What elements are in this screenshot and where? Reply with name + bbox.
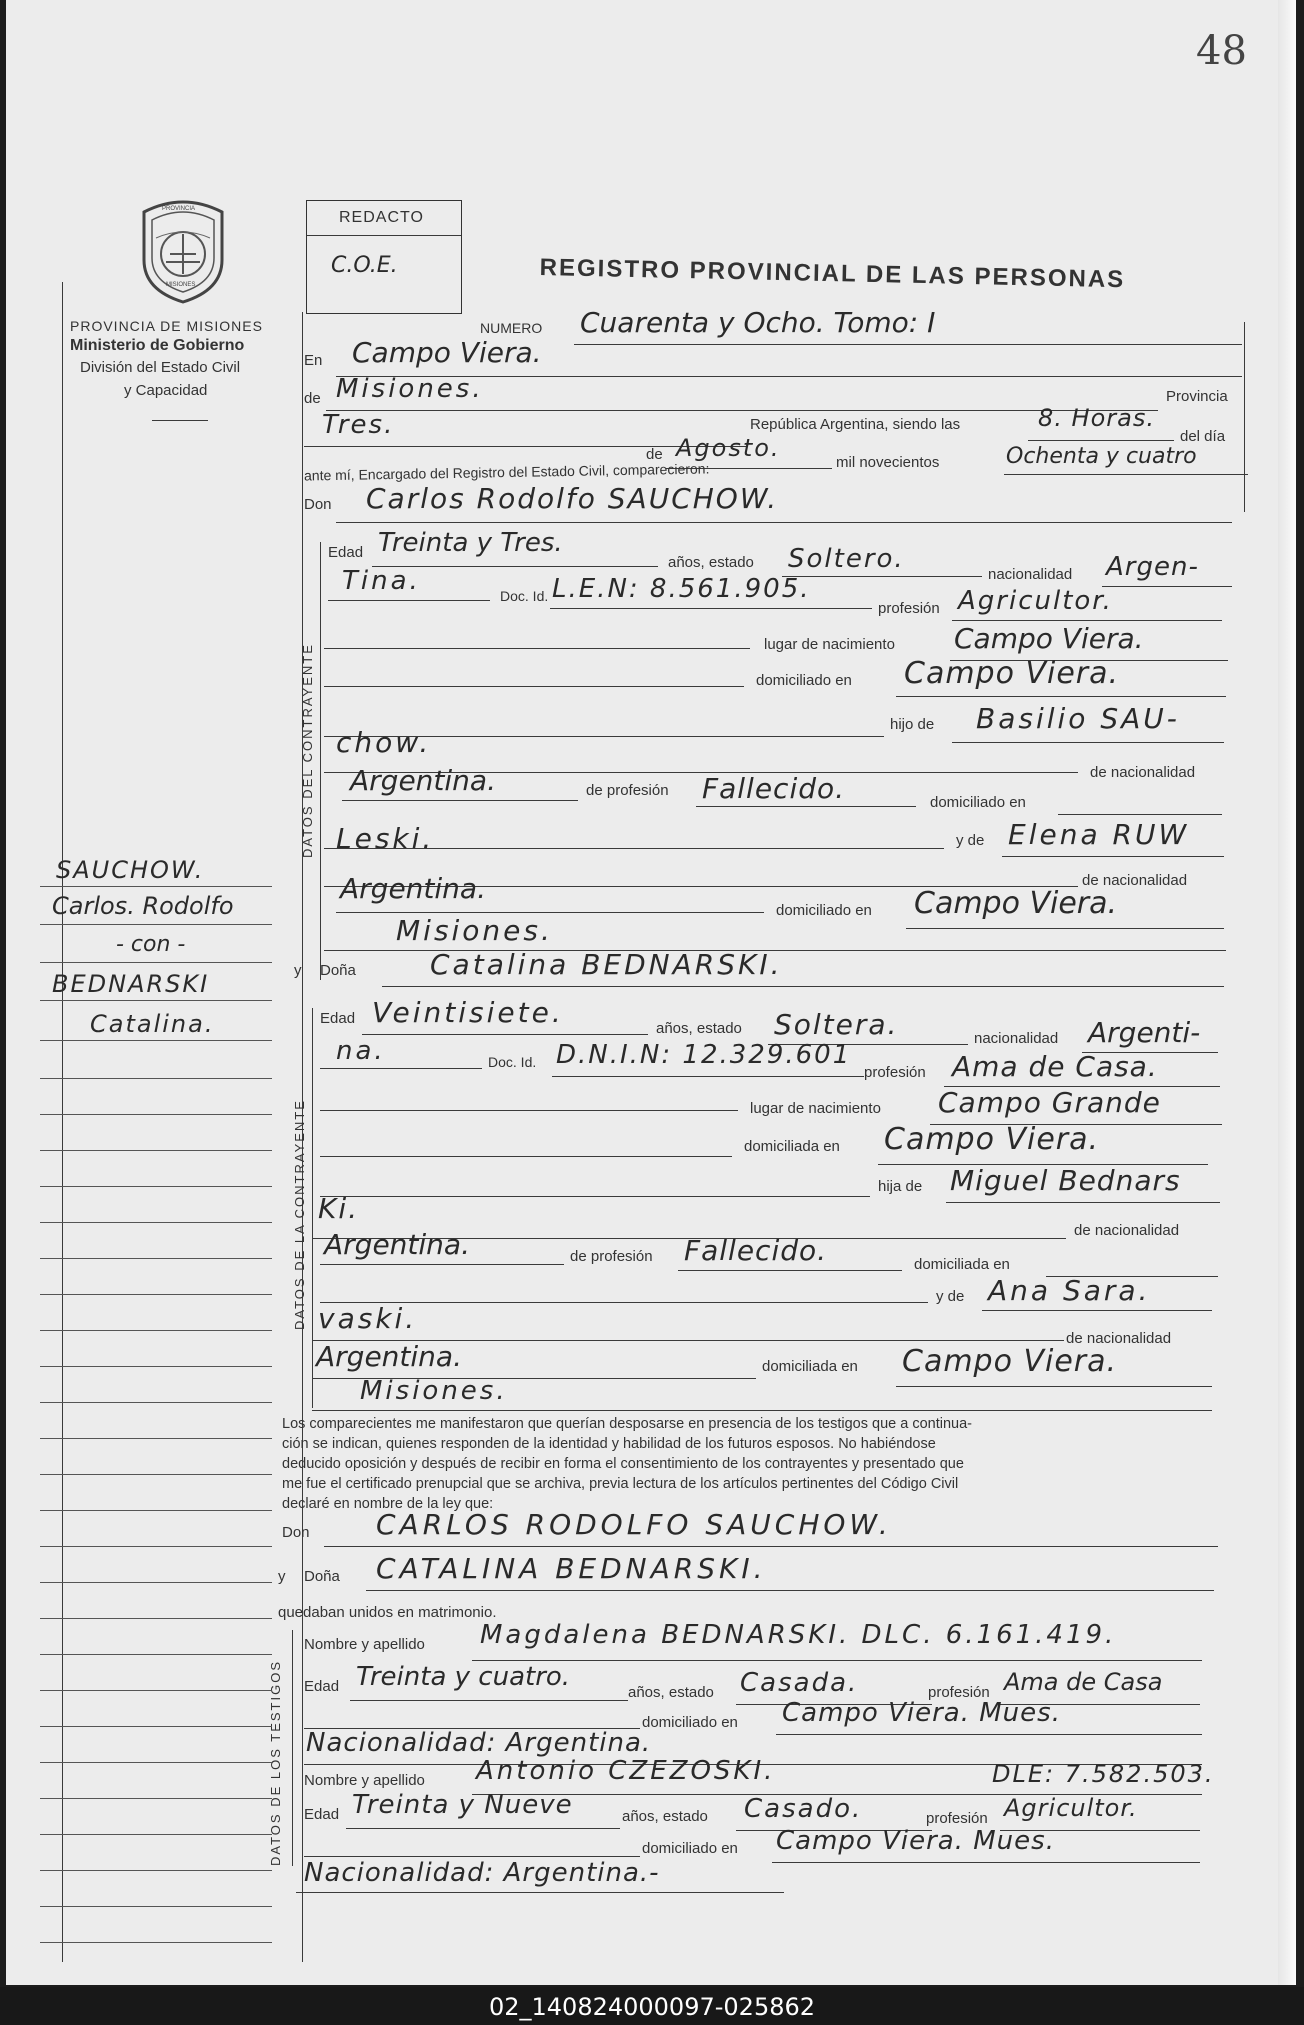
c-prof-line: [952, 620, 1222, 621]
decl-don-value: CARLOS RODOLFO SAUCHOW.: [376, 1508, 892, 1541]
t1-estado-value: Casada.: [740, 1668, 859, 1698]
c-padre-prof-label: de profesión: [586, 782, 669, 799]
t1-dom-line: [776, 1734, 1202, 1735]
f-lugar-line-a: [320, 1110, 738, 1111]
f-padre-value-2: Ki.: [318, 1192, 360, 1225]
c-madre-dom-value-2: Misiones.: [396, 914, 553, 947]
f-last-line: [312, 1410, 1212, 1411]
margin-note-line-5: Catalina.: [90, 1010, 215, 1038]
margin-rule: [40, 1510, 272, 1511]
en-value: Campo Viera.: [352, 336, 542, 369]
c-lugar-label: lugar de nacimiento: [764, 636, 895, 653]
seal-text-top: PROVINCIA: [162, 206, 196, 212]
c-anios-label: años, estado: [668, 554, 754, 571]
margin-rule: [40, 1726, 272, 1727]
header-rule: [152, 420, 208, 421]
f-doc-value: D.N.I.N: 12.329.601: [556, 1040, 852, 1070]
t2-edad-line: [346, 1828, 620, 1829]
mil-label: mil novecientos: [836, 454, 940, 471]
scan-id: 02_140824000097-025862: [488, 1993, 816, 2021]
c-edad-label: Edad: [328, 544, 364, 561]
f-hija-line-a: [320, 1196, 870, 1197]
t2-nac-line: [296, 1892, 784, 1893]
c-lugar-value: Campo Viera.: [954, 622, 1144, 655]
ante-label: ante mí, Encargado del Registro del Estado Civil, comparecieron:: [303, 460, 710, 484]
f-madre-nac-label: de nacionalidad: [1066, 1330, 1172, 1347]
republica-label: República Argentina, siendo las: [750, 416, 961, 433]
dona-label: Doña: [320, 962, 356, 979]
t1-prof-value: Ama de Casa: [1004, 1668, 1163, 1696]
decl-y-label: y: [278, 1568, 286, 1585]
f-madre-dom-value-2: Misiones.: [360, 1376, 508, 1406]
c-dom-line: [896, 696, 1226, 697]
document-title: REGISTRO PROVINCIAL DE LAS PERSONAS: [539, 254, 1126, 294]
don-value: Carlos Rodolfo SAUCHOW.: [366, 482, 779, 515]
right-frame-line: [1244, 322, 1245, 512]
f-dom-value: Campo Viera.: [884, 1122, 1100, 1157]
c-madre-nac-line: [336, 912, 764, 913]
c-lugar-line-a: [324, 648, 750, 649]
de-mes-label: de: [646, 446, 663, 463]
f-madre-line: [982, 1310, 1212, 1311]
contrayente-side-label: DATOS DEL CONTRAYENTE: [300, 643, 315, 858]
c-padre-prof-value: Fallecido.: [702, 772, 846, 805]
document-page: [6, 0, 1296, 1985]
c-padre-nac-label: de nacionalidad: [1090, 764, 1196, 781]
f-edad-line: [362, 1034, 648, 1035]
margin-rule: [40, 1618, 272, 1619]
dona-line: [382, 986, 1224, 987]
f-padre-nac-value: Argentina.: [324, 1228, 470, 1261]
margin-rule: [40, 1402, 272, 1403]
f-madre-dom-value-1: Campo Viera.: [902, 1344, 1118, 1379]
f-nac2-line: [320, 1068, 482, 1069]
declaration-line-3: deducido oposición y después de recibir en forma el consentimiento de los contrayentes y presentado que: [282, 1456, 964, 1472]
don-line: [336, 522, 1232, 523]
f-padre-line: [946, 1202, 1220, 1203]
margin-rule-1: [40, 886, 272, 887]
c-dom-value: Campo Viera.: [904, 656, 1120, 691]
t2-dom-value: Campo Viera. Mues.: [776, 1826, 1055, 1856]
margin-rule: [40, 1654, 272, 1655]
c-madre-nac-value: Argentina.: [340, 872, 486, 905]
f-madre-value-1: Ana Sara.: [988, 1274, 1151, 1307]
c-padre-nac-value: Argentina.: [350, 764, 496, 797]
f-y-de-label: y de: [936, 1288, 965, 1305]
f-hija-label: hija de: [878, 1178, 923, 1195]
province-name: PROVINCIA DE MISIONES: [70, 318, 263, 334]
contrayente-f-side-label: DATOS DE LA CONTRAYENTE: [292, 1099, 307, 1330]
seal-text-bottom: MISIONES: [166, 282, 196, 288]
c-estado-value: Soltero.: [788, 544, 905, 574]
de-label: de: [304, 390, 321, 407]
margin-rule: [40, 1906, 272, 1907]
c-prof-label: profesión: [878, 600, 940, 617]
c-hijo-label: hijo de: [890, 716, 935, 733]
f-padre-value-1: Miguel Bednars: [950, 1164, 1181, 1197]
c-padre-value-2: chow.: [336, 726, 432, 759]
c-madre-value-2: Leski.: [336, 822, 435, 855]
margin-rule: [40, 1762, 272, 1763]
f-padre-nac-line: [320, 1264, 564, 1265]
mes-value: Agosto.: [676, 434, 781, 462]
margin-rule: [40, 1294, 272, 1295]
t1-dom-label: domiciliado en: [642, 1714, 738, 1731]
margin-rule: [40, 1690, 272, 1691]
c-dom-label: domiciliado en: [756, 672, 852, 689]
c-prof-value: Agricultor.: [958, 586, 1113, 616]
f-padre-prof-label: de profesión: [570, 1248, 653, 1265]
c-padre-dom-line: [1058, 814, 1222, 815]
t1-edad-label: Edad: [304, 1678, 340, 1695]
c-nac-line: [1102, 586, 1232, 587]
declaration-line-4: me fue el certificado prenupcial que se archiva, previa lectura de los artículos pertinentes del Código Civil: [282, 1476, 959, 1492]
f-nac-value-1: Argenti-: [1088, 1016, 1201, 1049]
c-padre-dom-label: domiciliado en: [930, 794, 1026, 811]
t1-nombre-value: Magdalena BEDNARSKI. DLC. 6.161.419.: [480, 1620, 1117, 1650]
t2-doc-value: DLE: 7.582.503.: [992, 1760, 1215, 1788]
margin-note-line-1: SAUCHOW.: [56, 856, 205, 884]
c-padre-nac-line: [342, 800, 578, 801]
c-madre-dom-label: domiciliado en: [776, 902, 872, 919]
margin-note-line-4: BEDNARSKI: [52, 970, 210, 998]
f-anios-label: años, estado: [656, 1020, 742, 1037]
f-doc-label: Doc. Id.: [488, 1054, 537, 1070]
f-padre-nac-label: de nacionalidad: [1074, 1222, 1180, 1239]
decl-dona-value: CATALINA BEDNARSKI.: [376, 1552, 767, 1585]
f-lugar-value: Campo Grande: [938, 1086, 1161, 1119]
f-nac-label: nacionalidad: [974, 1030, 1059, 1047]
margin-rule: [40, 1870, 272, 1871]
t2-prof-value: Agricultor.: [1004, 1794, 1138, 1822]
redacto-label: REDACTO: [339, 209, 424, 226]
division-name-2: y Capacidad: [124, 382, 208, 399]
margin-rule-2: [40, 924, 272, 925]
t1-prof-label: profesión: [928, 1684, 990, 1701]
f-padre-prof-value: Fallecido.: [684, 1234, 828, 1267]
numero-value: Cuarenta y Ocho. Tomo: I: [580, 306, 936, 339]
f-padre-dom-label: domiciliada en: [914, 1256, 1010, 1273]
horas-value: 8. Horas.: [1038, 404, 1155, 432]
c-doc-line: [550, 608, 872, 609]
numero-line: [574, 344, 1242, 345]
declaration-line-2: ción se indican, quienes responden de la identidad y habilidad de los futuros esposos. No habiéndose: [282, 1436, 936, 1452]
declaration-line-1: Los comparecientes me manifestaron que querían desposarse en presencia de los testigos que a continua-: [282, 1416, 972, 1432]
redacto-initials: C.O.E.: [331, 253, 398, 278]
margin-rule: [40, 1942, 272, 1943]
anio-value: Ochenta y cuatro: [1006, 444, 1197, 469]
scan-footer: [0, 1987, 1304, 2025]
margin-rule-5: [40, 1040, 272, 1041]
provincia-label: Provincia: [1166, 388, 1228, 405]
margin-rule: [40, 1546, 272, 1547]
c-y-de-label: y de: [956, 832, 985, 849]
c-doc-label: Doc. Id.: [500, 588, 549, 604]
decl-don-line: [324, 1546, 1218, 1547]
declaration-line-5: declaré en nombre de la ley que:: [282, 1496, 494, 1512]
margin-rule: [40, 1258, 272, 1259]
t1-edad-line: [350, 1700, 628, 1701]
f-prof-value: Ama de Casa.: [952, 1050, 1158, 1083]
t1-dom-value: Campo Viera. Mues.: [782, 1698, 1061, 1728]
margin-rule: [40, 1222, 272, 1223]
c-madre-line: [1002, 856, 1224, 857]
c-estado-line: [782, 576, 982, 577]
margin-rule: [40, 1150, 272, 1151]
quedaban-text: quedaban unidos en matrimonio.: [278, 1604, 497, 1621]
t1-edad-value: Treinta y cuatro.: [356, 1662, 571, 1692]
f-dom-label: domiciliada en: [744, 1138, 840, 1155]
t2-nombre-label: Nombre y apellido: [304, 1772, 425, 1789]
testigos-bracket: [292, 1630, 293, 1866]
c-padre-prof-line: [696, 806, 916, 807]
t1-nombre-label: Nombre y apellido: [304, 1636, 425, 1653]
f-padre-prof-line: [678, 1270, 902, 1271]
de-value: Misiones.: [336, 374, 484, 404]
ministry-name: Ministerio de Gobierno: [70, 337, 245, 354]
f-madre-dom-label: domiciliada en: [762, 1358, 858, 1375]
f-lugar-label: lugar de nacimiento: [750, 1100, 881, 1117]
f-doc-line: [552, 1076, 864, 1077]
don-label: Don: [304, 496, 332, 513]
numero-label: NUMERO: [480, 320, 543, 336]
margin-note-line-2: Carlos. Rodolfo: [52, 892, 234, 920]
f-edad-label: Edad: [320, 1010, 356, 1027]
margin-rule: [40, 1114, 272, 1115]
c-nac-value-1: Argen-: [1106, 552, 1199, 582]
c-nac2-line: [328, 600, 490, 601]
decl-don-label: Don: [282, 1524, 310, 1541]
t1-nombre-line: [472, 1660, 1202, 1661]
margin-rule: [40, 1438, 272, 1439]
c-padre-value-1: Basilio SAU-: [976, 702, 1180, 735]
c-madre-dom-line: [906, 928, 1224, 929]
t2-nombre-value: Antonio CZEZOSKI.: [476, 1756, 776, 1786]
c-madre-line-a: [324, 848, 944, 849]
f-nac-value-2: na.: [336, 1036, 386, 1066]
c-madre-value-1: Elena RUW: [1008, 818, 1190, 851]
del-dia-label: del día: [1180, 428, 1226, 445]
t2-anios-label: años, estado: [622, 1808, 708, 1825]
margin-rule: [40, 1834, 272, 1835]
f-dom-line-a: [320, 1156, 732, 1157]
margin-rule: [40, 1366, 272, 1367]
margin-rule-3: [40, 962, 272, 963]
y-label: y: [294, 962, 302, 979]
margin-rule-4: [40, 1000, 272, 1001]
f-madre-dom-line: [896, 1386, 1212, 1387]
t2-estado-value: Casado.: [744, 1794, 863, 1824]
c-nac-label: nacionalidad: [988, 566, 1073, 583]
f-madre-nac-value: Argentina.: [316, 1340, 462, 1373]
decl-dona-line: [366, 1590, 1214, 1591]
page-number: 48: [1196, 28, 1247, 74]
decl-dona-label: Doña: [304, 1568, 340, 1585]
f-edad-value: Veintisiete.: [372, 996, 564, 1029]
contrayente-bracket: [320, 542, 321, 980]
t2-prof-label: profesión: [926, 1810, 988, 1827]
horas-line: [1028, 440, 1174, 441]
t1-anios-label: años, estado: [628, 1684, 714, 1701]
t2-edad-label: Edad: [304, 1806, 340, 1823]
margin-rule: [40, 1582, 272, 1583]
margin-rule: [40, 1078, 272, 1079]
redacto-box: [306, 200, 462, 314]
anio-line: [1004, 474, 1248, 475]
de-line: [326, 410, 1158, 411]
c-nac-value-2: Tina.: [342, 566, 421, 596]
left-frame-line: [62, 282, 63, 1962]
c-edad-value: Treinta y Tres.: [378, 528, 563, 558]
c-doc-value: L.E.N: 8.561.905.: [552, 574, 811, 604]
margin-rule: [40, 1330, 272, 1331]
t2-edad-value: Treinta y Nueve: [352, 1790, 573, 1820]
c-madre-nac-label: de nacionalidad: [1082, 872, 1188, 889]
margin-note-line-3: - con -: [116, 932, 186, 957]
en-label: En: [304, 352, 323, 369]
margin-rule: [40, 1474, 272, 1475]
contrayente-f-bracket: [312, 1008, 313, 1408]
t2-dom-line: [772, 1862, 1200, 1863]
c-madre-dom-value-1: Campo Viera.: [914, 886, 1118, 921]
f-madre-value-2: vaski.: [318, 1302, 418, 1335]
dona-value: Catalina BEDNARSKI.: [430, 948, 783, 981]
c-dom-line-a: [324, 686, 744, 687]
seal-emblem-icon: [136, 198, 230, 304]
t2-dom-line-a: [304, 1856, 640, 1857]
margin-rule: [40, 1186, 272, 1187]
division-name: División del Estado Civil: [80, 359, 241, 376]
t2-nac-value: Nacionalidad: Argentina.-: [304, 1858, 660, 1888]
testigos-side-label: DATOS DE LOS TESTIGOS: [268, 1660, 283, 1866]
margin-rule: [40, 1798, 272, 1799]
t1-nac-value: Nacionalidad: Argentina.: [306, 1728, 652, 1758]
c-padre-line: [952, 742, 1224, 743]
t2-dom-label: domiciliado en: [642, 1840, 738, 1857]
province-seal: [136, 198, 230, 304]
redacto-rule: [307, 235, 461, 236]
f-estado-value: Soltera.: [774, 1008, 899, 1041]
f-prof-label: profesión: [864, 1064, 926, 1081]
dia-value: Tres.: [322, 410, 395, 440]
